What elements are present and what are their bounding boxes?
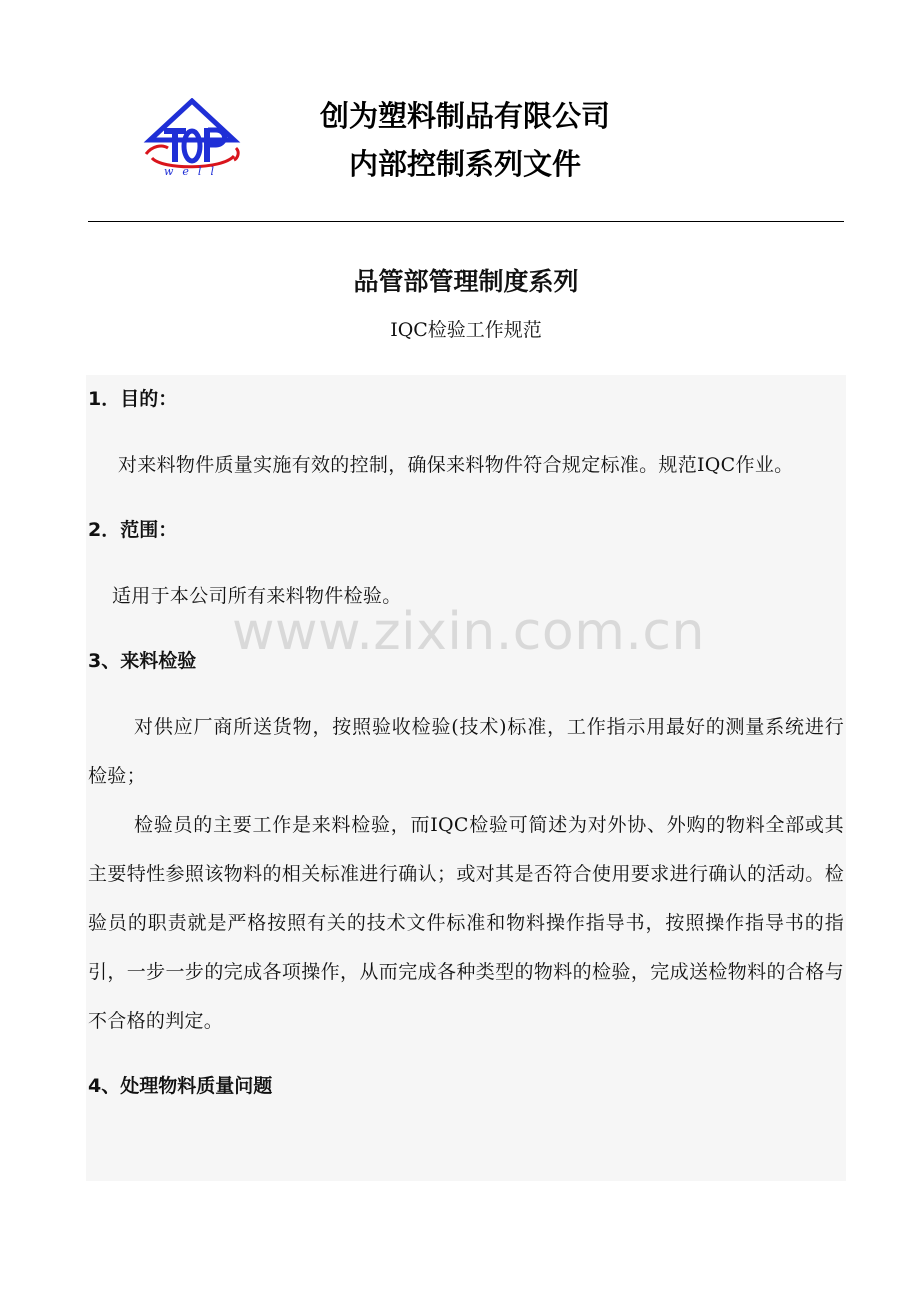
section-heading: 1．目的：: [88, 388, 178, 410]
document-subtitle: IQC检验工作规范: [390, 319, 542, 341]
section-heading: 3、来料检验: [88, 650, 197, 672]
section-heading: 2．范围：: [88, 519, 178, 541]
section-heading: 4、处理物料质量问题: [88, 1075, 273, 1097]
section-paragraph: 对供应厂商所送货物，按照验收检验(技术)标准，工作指示用最好的测量系统进行检验；: [88, 716, 844, 787]
document-body: [88, 383, 844, 1102]
document-title: 品管部管理制度系列: [353, 267, 579, 296]
section-paragraph: 检验员的主要工作是来料检验，而IQC检验可简述为对外协、外购的物料全部或其主要特性参照该物料的相关标准进行确认；或对其是否符合使用要求进行确认的活动。检验员的职责就是严格按照有关的技术文件标准和物料操作指导书，按照操作指导书的指引，一步一步的完成各项操作，从而完成各种类型的物料的检验，完成送检物料的合格与不合格的判定。: [88, 814, 844, 1032]
company-header: [270, 92, 660, 188]
svg-text:well: well: [164, 165, 223, 178]
company-name: 创为塑料制品有限公司: [319, 99, 610, 133]
document-series: 内部控制系列文件: [348, 147, 581, 181]
company-logo-icon: [142, 98, 242, 178]
section-paragraph: 对来料物件质量实施有效的控制，确保来料物件符合规定标准。规范IQC作业。: [118, 454, 794, 476]
site-watermark: www.zixin.com.cn: [232, 602, 705, 662]
header-divider: [88, 221, 844, 222]
section-paragraph: 适用于本公司所有来料物件检验。: [112, 585, 402, 607]
